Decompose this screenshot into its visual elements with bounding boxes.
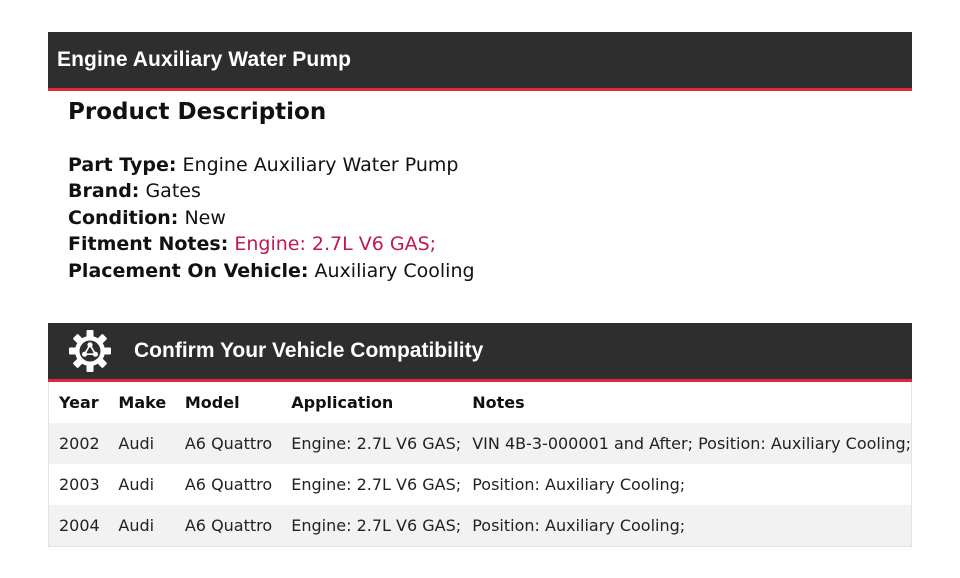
spec-label: Fitment Notes: [68, 233, 229, 256]
spec-condition [68, 205, 888, 231]
spec-value: New [184, 206, 226, 229]
spec-value: Auxiliary Cooling [314, 259, 475, 282]
spec-label: Condition: [68, 206, 179, 229]
column-header-application: Application [291, 393, 394, 412]
spec-placement [68, 258, 888, 284]
column-header-year: Year [59, 393, 99, 412]
cell-notes: Position: Auxiliary Cooling; [472, 475, 686, 494]
cell-year: 2003 [59, 475, 100, 494]
table-row [49, 505, 911, 546]
table-row [49, 464, 911, 505]
cell-application: Engine: 2.7L V6 GAS; [291, 434, 462, 453]
column-header-notes: Notes [472, 393, 525, 412]
cell-make: Audi [118, 434, 155, 453]
product-title: Engine Auxiliary Water Pump [57, 48, 352, 71]
description-heading: Product Description [68, 99, 327, 125]
gear-icon [68, 329, 112, 373]
cell-model: A6 Quattro [184, 475, 273, 494]
cell-notes: VIN 4B-3-000001 and After; Position: Auxiliary Cooling; [472, 434, 911, 453]
cell-year: 2002 [59, 434, 100, 453]
column-header-model: Model [184, 393, 240, 412]
compatibility-header [48, 323, 912, 382]
spec-fitment-notes [68, 231, 888, 257]
spec-value: Engine: 2.7L V6 GAS; [234, 233, 437, 256]
spec-value: Engine Auxiliary Water Pump [182, 154, 459, 176]
cell-application: Engine: 2.7L V6 GAS; [291, 516, 462, 535]
compatibility-table [49, 382, 911, 546]
spec-value: Gates [145, 180, 201, 203]
spec-label: Placement On Vehicle: [68, 259, 309, 282]
cell-make: Audi [118, 516, 155, 535]
cell-model: A6 Quattro [184, 516, 273, 535]
compatibility-table-wrap [48, 382, 912, 547]
spec-brand [68, 178, 888, 204]
table-row [49, 423, 911, 464]
cell-application: Engine: 2.7L V6 GAS; [291, 475, 462, 494]
spec-label: Part Type: [68, 154, 177, 176]
cell-notes: Position: Auxiliary Cooling; [472, 516, 686, 535]
cell-year: 2004 [59, 516, 100, 535]
compatibility-title: Confirm Your Vehicle Compatibility [134, 339, 484, 362]
column-header-make: Make [118, 393, 167, 412]
spec-label: Brand: [68, 180, 140, 203]
cell-make: Audi [118, 475, 155, 494]
spec-part-type [68, 152, 888, 178]
spec-list [68, 152, 888, 284]
product-description [68, 96, 888, 284]
table-header-row [49, 382, 911, 423]
product-title-bar [48, 32, 912, 91]
cell-model: A6 Quattro [184, 434, 273, 453]
